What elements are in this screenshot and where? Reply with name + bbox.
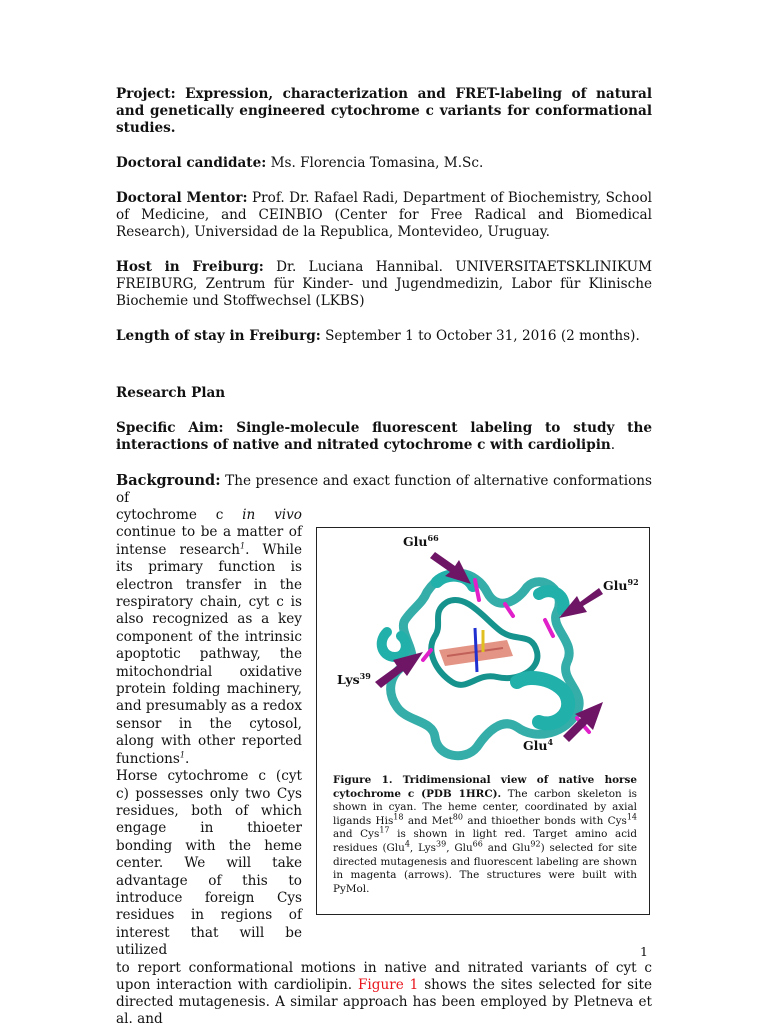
project-title: Expression, characterization and FRET-labeling of natural and genetically engineered cytochrome c variants for conformational studies. <box>116 86 653 136</box>
mentor-text: Prof. Dr. Rafael Radi, Department of Biochemistry, School of Medicine, and CEINBIO (Center for Free Radical and Biomedical Research), Universidad de la Republica, Montevideo, Uruguay. <box>116 190 653 240</box>
stay-paragraph <box>116 328 652 345</box>
background-column-1: cytochrome c in vivo continue to be a matter of intense research$^1$. While its primary function is electron transfer in the respiratory chain, cyt c is also recognized as a key component of the intrinsic apoptotic pathway, the mitochondrial oxidative protein folding machinery, and presumably as a redox sensor in the cytosol, along with other reported functions$^1$. <box>116 507 302 767</box>
stay-text: September 1 to October 31, 2016 (2 months). <box>325 328 640 344</box>
mentor-paragraph <box>116 190 652 241</box>
document-page <box>116 86 652 1028</box>
host-paragraph <box>116 259 652 310</box>
candidate-paragraph <box>116 155 652 172</box>
specific-aim-text: Specific Aim: Single-molecule fluorescent labeling to study the interactions of native and nitrated cytochrome c with cardiolipin <box>116 420 652 453</box>
background-label: Background: <box>116 472 221 489</box>
mentor-label: Doctoral Mentor: <box>116 190 248 206</box>
host-text: Dr. Luciana Hannibal. UNIVERSITAETSKLINIKUM FREIBURG, Zentrum für Kinder- und Jugendmedizin, Labor für Klinische Biochemie und Stoffwechsel (LKBS) <box>116 259 652 309</box>
research-plan-heading: Research Plan <box>116 385 226 401</box>
background-intro <box>116 472 652 507</box>
label-glu66: Glu$^{66}$ <box>403 533 439 549</box>
background-body <box>116 507 652 960</box>
background-intro-text: The presence and exact function of alternative conformations of <box>116 473 652 506</box>
background-continuation: to report conformational motions in native and nitrated variants of cyt c upon interaction with cardiolipin. Figure 1 shows the sites selected for site directed mutagenesis. A similar approach has been employed by Pletneva et al. and <box>116 959 652 1027</box>
label-glu92: Glu$^{92}$ <box>603 577 639 593</box>
figure-1 <box>316 527 650 915</box>
stay-label: Length of stay in Freiburg: <box>116 328 321 344</box>
candidate-label: Doctoral candidate: <box>116 155 267 171</box>
project-paragraph <box>116 86 652 137</box>
host-label: Host in Freiburg: <box>116 259 264 275</box>
project-label: Project: <box>116 86 176 102</box>
protein-structure-image <box>327 532 641 768</box>
label-lys39: Lys$^{39}$ <box>337 671 371 687</box>
label-glu4: Glu$^4$ <box>523 737 554 753</box>
caption-title: Figure 1. Tridimensional view of native horse cytochrome c (PDB 1HRC). <box>333 774 637 800</box>
page-number: 1 <box>640 944 648 959</box>
figure-1-link[interactable]: Figure 1 <box>357 976 419 993</box>
specific-aim-paragraph <box>116 420 652 454</box>
figure-caption: Figure 1. Tridimensional view of native horse cytochrome c (PDB 1HRC). The carbon skeleton is shown in cyan. The heme center, coordinated by axial ligands His$^{18}$ and Met$^{80}$ and thioether bonds with Cys$^{14}$ and Cys$^{17}$ is shown in light red. Target amino acid residues (Glu$^4$, Lys$^{39}$, Glu$^{66}$ and Glu$^{92}$) selected for site directed mutagenesis and fluorescent labeling are shown in magenta (arrows). The structures were built with PyMol. <box>333 774 638 895</box>
candidate-name: Ms. Florencia Tomasina, M.Sc. <box>270 155 484 171</box>
specific-aim-end: . <box>610 437 616 453</box>
background-column-2: Horse cytochrome c (cyt c) possesses only two Cys residues, both of which engage in thioeter bonding with the heme center. We will take advantage of this to introduce foreign Cys residues in regions of interest that will be utilized <box>116 768 302 959</box>
